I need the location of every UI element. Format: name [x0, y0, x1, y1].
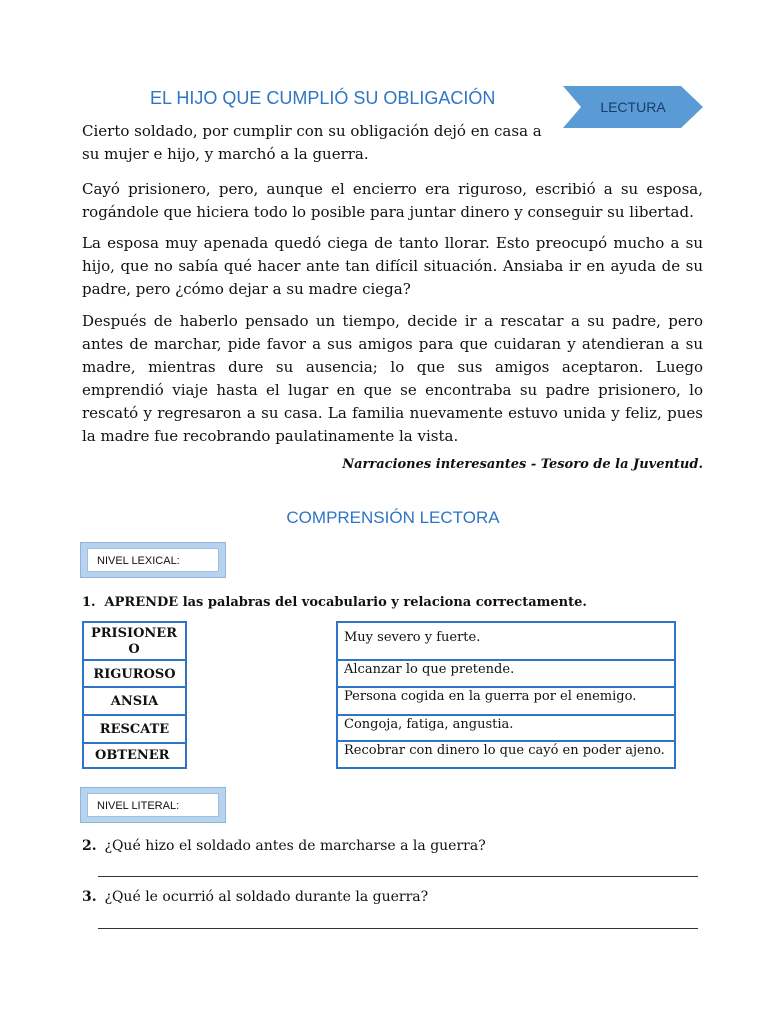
definition-divider — [338, 659, 674, 661]
vocab-word-ansia: ANSIA — [110, 694, 159, 709]
level-lexical-label: NIVEL LEXICAL: — [87, 548, 219, 572]
vocab-divider — [84, 714, 185, 716]
question-3-number: 3. — [82, 889, 97, 905]
definition-2: Alcanzar lo que pretende. — [344, 662, 515, 677]
level-literal-box — [80, 787, 226, 823]
lectura-tag-label: LECTURA — [600, 99, 666, 115]
definition-1: Muy severo y fuerte. — [344, 630, 481, 645]
paragraph-3: La esposa muy apenada quedó ciega de tanto llorar. Esto preocupó mucho a su hijo, que no sabía qué hacer ante tan difícil situación. Ansiaba ir en ayuda de su padre, pero ¿cómo dejar a su madre ciega? — [82, 234, 703, 298]
question-1 — [82, 595, 702, 610]
definition-divider — [338, 686, 674, 688]
question-2-text: ¿Qué hizo el soldado antes de marcharse a la guerra? — [104, 838, 486, 854]
vocab-divider — [84, 686, 185, 688]
paragraph-2: Cayó prisionero, pero, aunque el encierro era riguroso, escribió a su esposa, rogándole que hiciera todo lo posible para juntar dinero y conseguir su libertad. — [82, 180, 703, 221]
definition-4: Congoja, fatiga, angustia. — [344, 717, 514, 732]
definition-divider — [338, 740, 674, 742]
vocab-word-obtener: OBTENER — [95, 748, 170, 763]
level-lexical-box — [80, 542, 226, 578]
vocab-divider — [84, 742, 185, 744]
definition-3: Persona cogida en la guerra por el enemigo. — [344, 689, 637, 704]
lectura-tag — [563, 86, 703, 128]
reading-source: Narraciones interesantes - Tesoro de la Juventud. — [342, 457, 703, 472]
answer-line-3[interactable] — [98, 928, 698, 929]
definition-5: Recobrar con dinero lo que cayó en poder ajeno. — [344, 743, 665, 758]
question-3-text: ¿Qué le ocurrió al soldado durante la guerra? — [104, 889, 429, 905]
vocab-word-prisionero: PRISIONER O — [90, 626, 178, 657]
reading-title: EL HIJO QUE CUMPLIÓ SU OBLIGACIÓN — [150, 88, 496, 108]
question-3 — [82, 889, 702, 905]
paragraph-1: Cierto soldado, por cumplir con su obligación dejó en casa a su mujer e hijo, y marchó a la guerra. — [82, 122, 542, 163]
vocabulary-word-list — [82, 621, 187, 769]
question-2-number: 2. — [82, 838, 97, 854]
comprehension-title: COMPRENSIÓN LECTORA — [286, 508, 500, 527]
level-literal-label: NIVEL LITERAL: — [87, 793, 219, 817]
definitions-list — [336, 621, 676, 769]
vocab-divider — [84, 659, 185, 661]
definition-divider — [338, 714, 674, 716]
question-2 — [82, 838, 702, 854]
question-1-text: APRENDE las palabras del vocabulario y relaciona correctamente. — [104, 595, 587, 610]
question-1-number: 1. — [82, 595, 96, 610]
paragraph-4: Después de haberlo pensado un tiempo, decide ir a rescatar a su padre, pero antes de marchar, pide favor a sus amigos para que cuidaran y atendieran a su madre, mientras dure su ausencia; lo que sus amigos aceptaron. Luego emprendió viaje hasta el lugar en que se encontraba su padre prisionero, lo rescató y regresaron a su casa. La familia nuevamente estuvo unida y feliz, pues la madre fue recobrando paulatinamente la vista. — [82, 312, 703, 445]
vocab-word-riguroso: RIGUROSO — [93, 667, 176, 682]
vocab-word-rescate: RESCATE — [99, 722, 170, 737]
answer-line-2[interactable] — [98, 876, 698, 877]
